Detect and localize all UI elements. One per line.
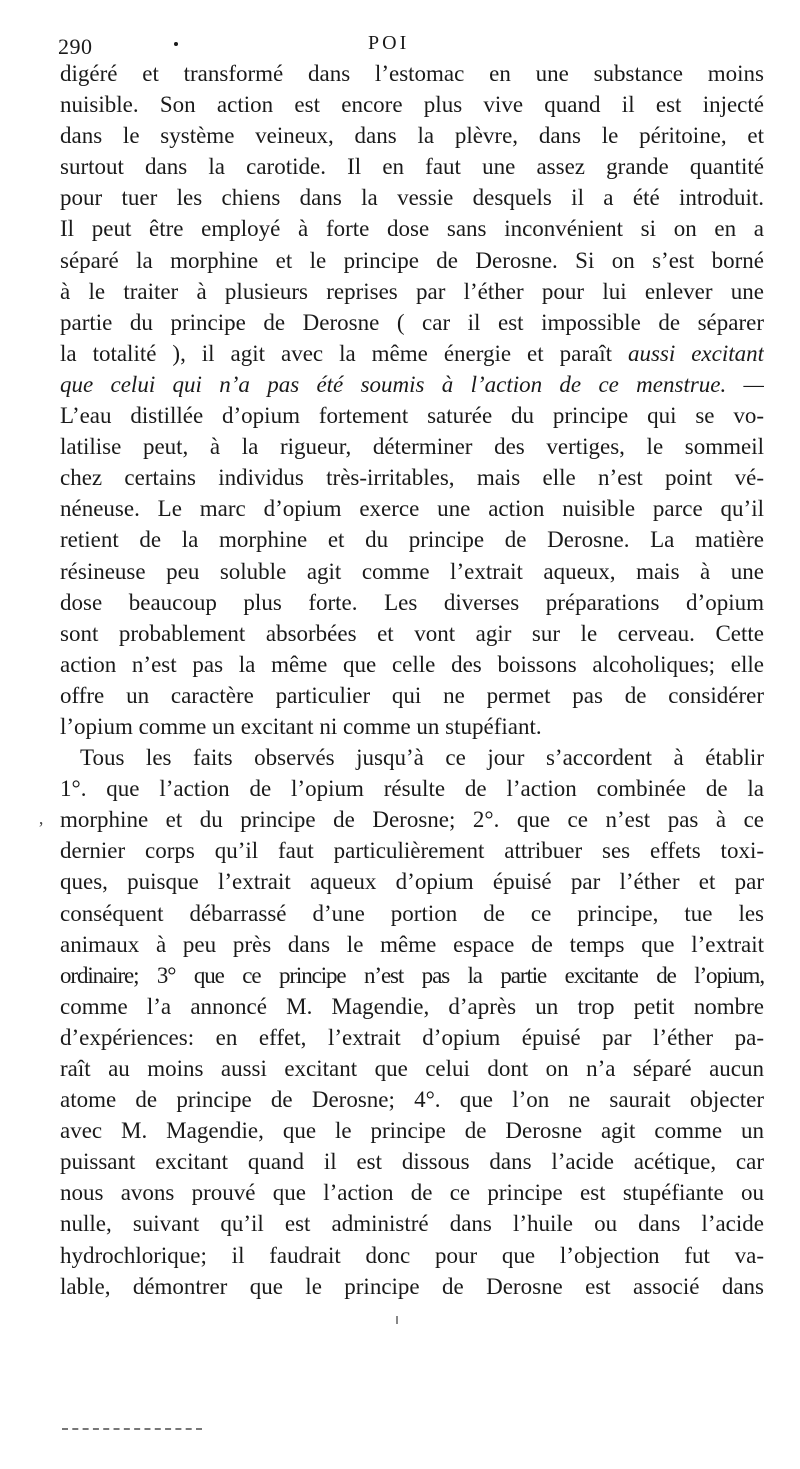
text-line bbox=[60, 182, 764, 213]
text-line bbox=[60, 1053, 764, 1084]
text-line bbox=[60, 524, 764, 555]
text-line bbox=[60, 1115, 764, 1146]
line-text: action n’est pas la même que celle des boissons alcoholiques; elle bbox=[60, 651, 764, 677]
line-text: néneuse. Le marc d’opium exerce une action nuisible parce qu’il bbox=[60, 496, 764, 522]
line-text: sont probablement absorbées et vont agir sur le cerveau. Cette bbox=[60, 620, 764, 646]
line-text: ordinaire; 3° que ce principe n’est pas la partie excitante de l’opium, bbox=[60, 962, 764, 988]
text-line bbox=[60, 89, 764, 120]
line-text: nulle, suivant qu’il est administré dans l’huile ou dans l’acide bbox=[60, 1211, 764, 1237]
line-text: surtout dans la carotide. Il en faut une assez grande quantité bbox=[60, 154, 764, 180]
text-line bbox=[60, 804, 764, 835]
text-line bbox=[60, 680, 764, 711]
text-line bbox=[60, 587, 764, 618]
italic-text: aussi excitant bbox=[627, 340, 764, 366]
text-line bbox=[60, 991, 764, 1022]
text-line bbox=[60, 1240, 764, 1271]
text-line bbox=[60, 338, 764, 369]
text-line bbox=[60, 1022, 764, 1053]
line-text: d’expériences: en effet, l’extrait d’opium épuisé par l’éther pa- bbox=[60, 1024, 764, 1050]
running-title: POI bbox=[368, 32, 410, 54]
line-text: Il peut être employé à forte dose sans inconvénient si on en a bbox=[60, 216, 764, 242]
bottom-rule bbox=[62, 1428, 202, 1430]
line-text: partie du principe de Derosne ( car il est impossible de séparer bbox=[60, 309, 764, 335]
line-text: nuisible. Son action est encore plus vive quand il est injecté bbox=[60, 92, 764, 118]
text-line bbox=[60, 1084, 764, 1115]
text-line bbox=[60, 369, 764, 400]
line-text: offre un caractère particulier qui ne permet pas de considérer bbox=[60, 682, 764, 708]
line-text: nous avons prouvé que l’action de ce principe est stupéfiante ou bbox=[60, 1180, 764, 1206]
text-line bbox=[60, 866, 764, 897]
text-line bbox=[60, 649, 764, 680]
text-line bbox=[60, 58, 764, 89]
line-text: pour tuer les chiens dans la vessie desquels il a été introduit. bbox=[60, 185, 764, 211]
text-line bbox=[60, 556, 764, 587]
text-line bbox=[60, 213, 764, 244]
text-line bbox=[60, 462, 764, 493]
text-line bbox=[60, 835, 764, 866]
line-text: à le traiter à plusieurs reprises par l’éther pour lui enlever une bbox=[60, 278, 764, 304]
line-text: latilise peut, à la rigueur, déterminer des vertiges, le sommeil bbox=[60, 434, 764, 460]
line-text: puissant excitant quand il est dissous dans l’acide acétique, car bbox=[60, 1149, 764, 1175]
margin-mark: ’ bbox=[38, 818, 44, 838]
text-line bbox=[60, 898, 764, 929]
page-number: 290 bbox=[58, 34, 93, 59]
paper-speck bbox=[396, 1316, 398, 1324]
line-text: conséquent débarrassé d’une portion de ce principe, tue les bbox=[60, 900, 764, 926]
body-text bbox=[60, 58, 764, 1302]
line-text: la totalité ), il agit avec la même énergie et paraît bbox=[60, 340, 612, 366]
text-line bbox=[60, 307, 764, 338]
line-text: Tous les faits observés jusqu’à ce jour s’accordent à établir bbox=[80, 745, 764, 771]
line-text: lable, démontrer que le principe de Derosne est associé dans bbox=[60, 1273, 764, 1299]
line-text: L’eau distillée d’opium fortement saturée du principe qui se vo- bbox=[60, 403, 764, 429]
text-line bbox=[60, 120, 764, 151]
text-line bbox=[60, 618, 764, 649]
text-line bbox=[60, 773, 764, 804]
line-text: chez certains individus très-irritables, mais elle n’est point vé- bbox=[60, 465, 764, 491]
text-line bbox=[60, 276, 764, 307]
text-line bbox=[60, 245, 764, 276]
text-line bbox=[60, 493, 764, 524]
line-text: l’opium comme un excitant ni comme un stupéfiant. bbox=[60, 713, 542, 739]
line-text: digéré et transformé dans l’estomac en une substance moins bbox=[60, 61, 764, 86]
line-text: raît au moins aussi excitant que celui dont on n’a séparé aucun bbox=[60, 1056, 764, 1081]
line-text: résineuse peu soluble agit comme l’extrait aqueux, mais à une bbox=[60, 558, 764, 584]
text-line bbox=[60, 711, 764, 742]
text-line bbox=[60, 929, 764, 960]
text-line bbox=[60, 1177, 764, 1208]
running-head bbox=[56, 30, 766, 60]
line-text: séparé la morphine et le principe de Derosne. Si on s’est borné bbox=[60, 247, 764, 273]
text-line bbox=[60, 1208, 764, 1239]
text-line bbox=[60, 400, 764, 431]
text-line bbox=[60, 431, 764, 462]
line-text: 1°. que l’action de l’opium résulte de l’action combinée de la bbox=[60, 776, 764, 802]
line-text: hydrochlorique; il faudrait donc pour que l’objection fut va- bbox=[60, 1242, 764, 1268]
ornament-dot bbox=[174, 42, 178, 46]
text-line bbox=[60, 742, 764, 773]
text-line bbox=[60, 1146, 764, 1177]
text-line bbox=[60, 1271, 764, 1302]
line-text: dans le système veineux, dans la plèvre, dans le péritoine, et bbox=[60, 123, 764, 149]
line-text: dose beaucoup plus forte. Les diverses préparations d’opium bbox=[60, 589, 764, 615]
line-text: dernier corps qu’il faut particulièrement attribuer ses effets toxi- bbox=[60, 838, 764, 864]
line-text: morphine et du principe de Derosne; 2°. que ce n’est pas à ce bbox=[60, 807, 764, 833]
italic-text: que celui qui n’a pas été soumis à l’action de ce menstrue. — bbox=[60, 371, 764, 397]
line-text: comme l’a annoncé M. Magendie, d’après un trop petit nombre bbox=[60, 993, 764, 1019]
line-text: atome de principe de Derosne; 4°. que l’on ne saurait objecter bbox=[60, 1087, 764, 1113]
line-text: animaux à peu près dans le même espace de temps que l’extrait bbox=[60, 931, 764, 957]
line-text: avec M. Magendie, que le principe de Derosne agit comme un bbox=[60, 1118, 764, 1144]
text-line bbox=[60, 960, 764, 991]
text-line bbox=[60, 151, 764, 182]
line-text: ques, puisque l’extrait aqueux d’opium épuisé par l’éther et par bbox=[60, 869, 764, 895]
line-text: retient de la morphine et du principe de Derosne. La matière bbox=[60, 527, 764, 553]
